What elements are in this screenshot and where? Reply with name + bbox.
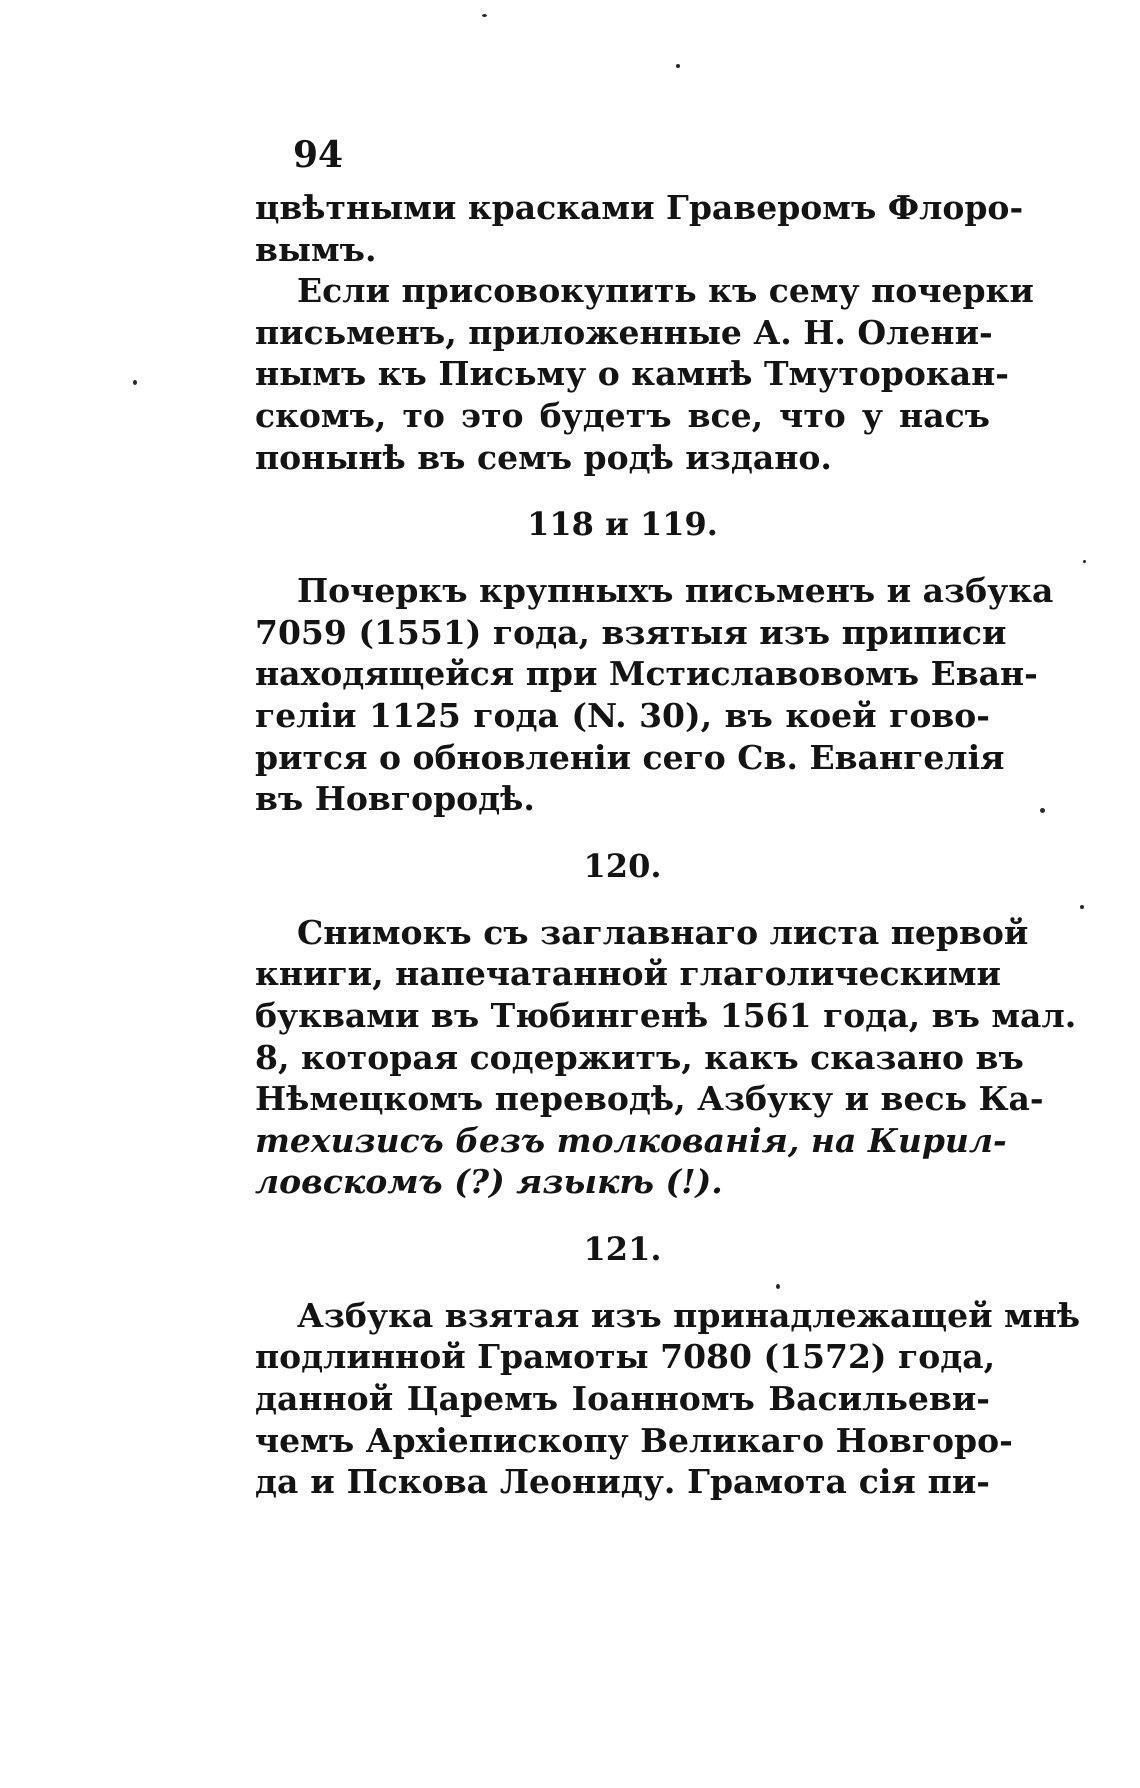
paragraph-continuation [255, 187, 1024, 270]
section-heading-118-119: 118 и 119. [527, 505, 718, 544]
text-line: чемъ Архіепископу Великаго Новгоро- [255, 1420, 1013, 1460]
text-line: 8, которая содержитъ, какъ сказано въ [255, 1037, 1024, 1077]
text-line: книги, напечатанной глаголическими [255, 954, 1002, 994]
text-line: въ Новгородѣ. [255, 779, 535, 819]
scan-speck [1080, 905, 1084, 909]
section-heading-120: 120. [583, 846, 662, 885]
scan-speck [776, 1284, 780, 1289]
text-line: Азбука взятая изъ принадлежащей мнѣ [297, 1295, 1081, 1335]
scan-speck [133, 380, 137, 385]
text-line: Нѣмецкомъ переводѣ, Азбуку и весь Ка- [255, 1079, 1044, 1119]
text-line: буквами въ Тюбингенѣ 1561 года, въ мал. [255, 995, 1077, 1035]
text-line: данной Царемъ Іоанномъ Васильеви- [255, 1379, 990, 1419]
text-line: находящейся при Мстиславовомъ Еван- [255, 654, 1038, 694]
text-line-italic: техизисъ безъ толкованія, на Кирил- [255, 1120, 1007, 1160]
section-paragraph-121 [255, 1295, 1081, 1503]
scan-speck [1083, 560, 1086, 563]
text-line: рится о обновленіи сего Св. Евангелія [255, 737, 1005, 777]
text-line: Снимокъ съ заглавнаго листа первой [297, 912, 1029, 952]
text-line: понынѣ въ семъ родѣ издано. [255, 437, 832, 477]
text-line: 7059 (1551) года, взятыя изъ приписи [255, 612, 1007, 652]
text-line: да и Пскова Леониду. Грамота сія пи- [255, 1462, 990, 1502]
text-line: подлинной Грамоты 7080 (1572) года, [255, 1337, 996, 1377]
page-text-block [255, 134, 1081, 1503]
text-line: Почеркъ крупныхъ письменъ и азбука [297, 571, 1054, 611]
scan-speck [482, 14, 487, 17]
text-line: нымъ къ Письму о камнѣ Тмуторокан- [255, 354, 1009, 394]
page-number: 94 [293, 134, 344, 176]
text-line: письменъ, приложенные А. Н. Олени- [255, 312, 993, 352]
text-line: скомъ, то это будетъ все, что у насъ [255, 395, 990, 435]
section-paragraph-118-119 [255, 570, 1054, 820]
paragraph-oleninym [255, 270, 1034, 478]
text-line: геліи 1125 года (N. 30), въ коей гово- [255, 695, 990, 735]
text-line: цвѣтными красками Граверомъ Флоро- [255, 188, 1024, 227]
section-heading-121: 121. [583, 1229, 662, 1268]
section-paragraph-120 [255, 912, 1077, 1203]
scan-speck [676, 64, 680, 68]
scan-speck [1040, 808, 1045, 813]
text-line: вымъ. [255, 229, 377, 269]
text-line-italic: ловскомъ (?) языкѣ (!). [255, 1162, 723, 1202]
text-line: Если присовокупить къ сему почерки [297, 271, 1034, 311]
